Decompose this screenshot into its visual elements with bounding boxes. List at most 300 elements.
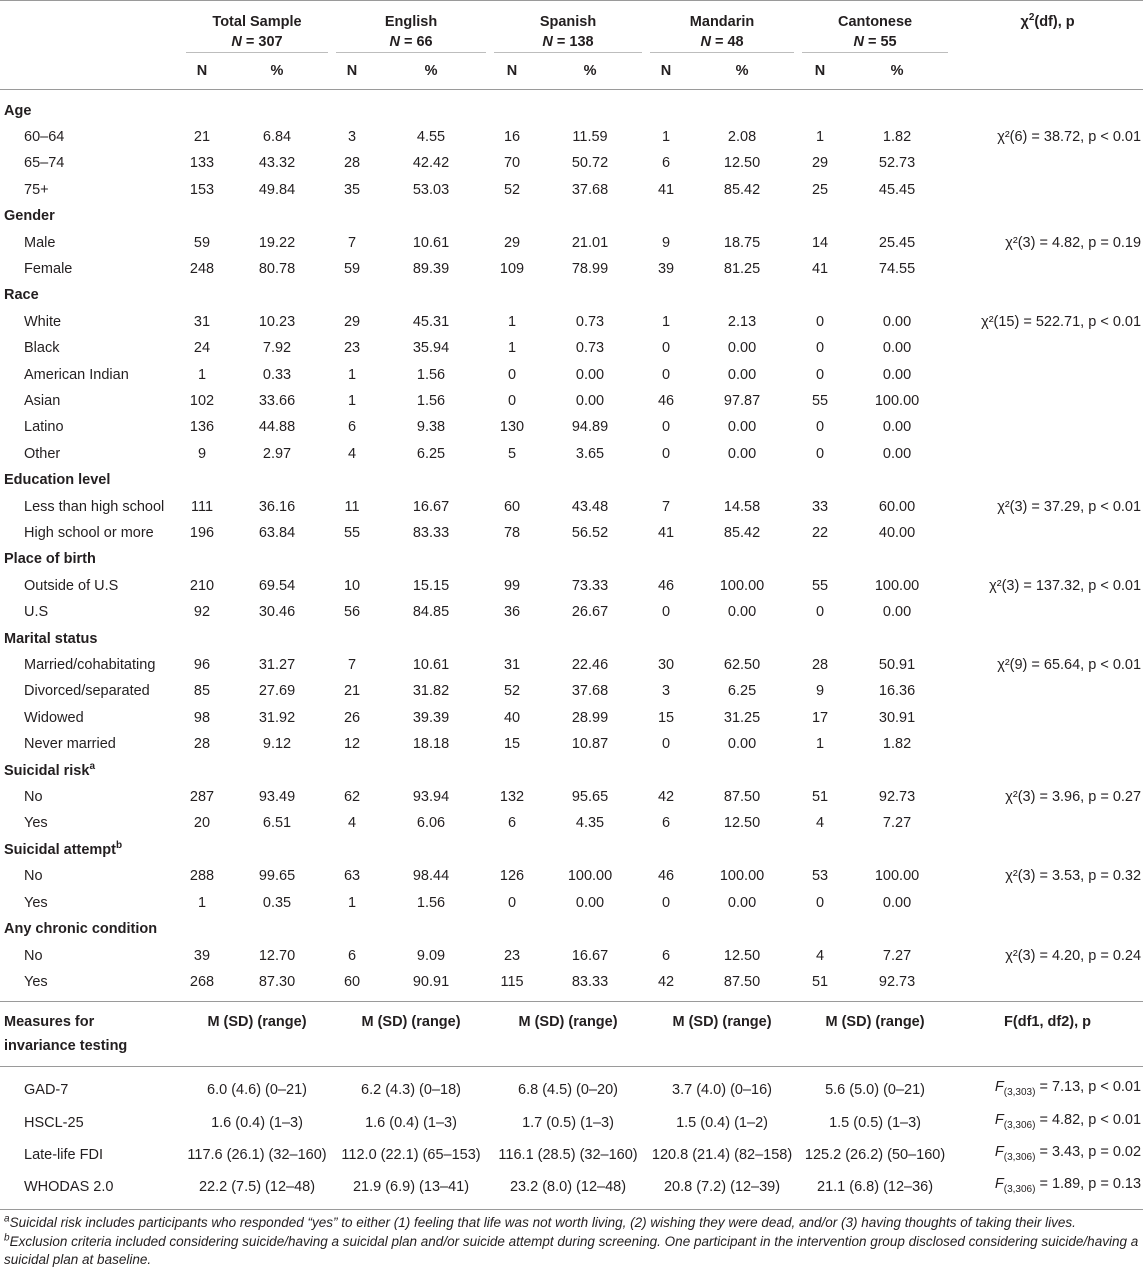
percent-cell: 100.00: [719, 577, 765, 594]
count-cell: 6: [661, 155, 671, 172]
percent-cell: 9.12: [262, 736, 292, 753]
stat-cell: χ²(3) = 4.82, p = 0.19: [1005, 234, 1142, 251]
category-label: Suicidal risk: [4, 762, 90, 779]
table-row: [0, 124, 1143, 150]
percent-cell: 93.49: [258, 789, 296, 806]
measure-value-cell: 23.2 (8.0) (12–48): [509, 1179, 627, 1196]
stat-cell: χ²(3) = 3.53, p = 0.32: [1005, 868, 1142, 885]
count-cell: 14: [811, 234, 829, 251]
percent-cell: 30.91: [878, 709, 916, 726]
percent-cell: 26.67: [571, 604, 609, 621]
percent-cell: 78.99: [571, 260, 609, 277]
percent-cell: 0.00: [882, 366, 912, 383]
count-cell: 31: [193, 313, 211, 330]
row-label: 65–74: [24, 155, 65, 172]
measure-value-cell: 6.8 (4.5) (0–20): [518, 1082, 618, 1099]
count-cell: 0: [661, 894, 671, 911]
f-stat-cell: $F_{(3,306)} = 3.43$, p = 0.02: [994, 1143, 1142, 1163]
count-cell: 0: [815, 313, 825, 330]
table-row: [0, 678, 1143, 704]
row-label: No: [24, 947, 43, 964]
measures-body: [0, 1074, 1143, 1203]
percent-cell: 0.00: [882, 419, 912, 436]
pct-column-header: %: [842, 53, 952, 90]
category-label: Any chronic condition: [4, 921, 158, 938]
percent-cell: 0.00: [727, 419, 757, 436]
stat-cell: χ²(9) = 65.64, p < 0.01: [997, 657, 1142, 674]
percent-cell: 49.84: [258, 181, 296, 198]
measure-value-cell: 21.1 (6.8) (12–36): [817, 1179, 934, 1196]
count-cell: 0: [815, 366, 825, 383]
count-cell: 0: [507, 392, 517, 409]
measure-value-cell: 117.6 (26.1) (32–160): [187, 1146, 327, 1163]
percent-cell: 10.23: [258, 313, 296, 330]
count-cell: 17: [811, 709, 829, 726]
measure-row: [0, 1107, 1143, 1139]
table-row: [0, 256, 1143, 282]
count-cell: 4: [815, 815, 825, 832]
percent-cell: 11.59: [572, 128, 608, 145]
percent-cell: 87.50: [723, 789, 761, 806]
count-cell: 0: [815, 445, 825, 462]
row-label: Divorced/separated: [24, 683, 150, 700]
count-cell: 115: [500, 973, 524, 990]
percent-cell: 83.33: [571, 973, 609, 990]
count-cell: 10: [343, 577, 361, 594]
percent-cell: 12.70: [258, 947, 296, 964]
count-cell: 23: [503, 947, 521, 964]
category-row: [0, 98, 1143, 124]
pct-column-header: %: [222, 53, 332, 90]
count-cell: 6: [507, 815, 517, 832]
measure-value-cell: 116.1 (28.5) (32–160): [498, 1146, 638, 1163]
row-label: Less than high school: [24, 498, 165, 515]
count-cell: 0: [507, 366, 517, 383]
percent-cell: 9.09: [416, 947, 446, 964]
count-cell: 196: [189, 525, 215, 541]
count-cell: 22: [811, 525, 829, 541]
row-label: White: [24, 313, 62, 330]
group-header-title: Total Sample: [212, 14, 302, 30]
percent-cell: 90.91: [412, 973, 450, 990]
count-cell: 55: [811, 392, 829, 409]
table-row: [0, 890, 1143, 916]
count-cell: 6: [661, 947, 671, 964]
group-header-title: Cantonese: [837, 14, 913, 30]
percent-cell: 18.18: [412, 736, 450, 753]
f-stat-cell: $F_{(3,306)} = 1.89$, p = 0.13: [994, 1176, 1142, 1196]
percent-cell: 33.66: [258, 392, 296, 409]
count-cell: 6: [347, 947, 357, 964]
count-cell: 4: [347, 445, 357, 462]
f-column-header: F(df1, df2), p: [1004, 1013, 1092, 1030]
count-cell: 41: [657, 181, 675, 198]
table-row: [0, 309, 1143, 335]
percent-cell: 10.87: [571, 736, 609, 753]
count-cell: 28: [343, 155, 361, 172]
percent-cell: 2.13: [727, 313, 757, 330]
row-label: No: [24, 868, 43, 885]
stat-cell: [952, 705, 1143, 731]
percent-cell: 2.08: [727, 128, 757, 145]
percent-cell: 1.56: [416, 392, 446, 409]
percent-cell: 42.42: [412, 155, 450, 172]
table-row: [0, 573, 1143, 599]
percent-cell: 53.03: [412, 181, 450, 198]
count-cell: 7: [661, 498, 671, 515]
count-cell: 5: [507, 445, 517, 462]
count-cell: 1: [815, 128, 825, 145]
percent-cell: 16.36: [878, 683, 916, 700]
percent-cell: 4.55: [416, 128, 446, 145]
pct-column-header: %: [372, 53, 490, 90]
percent-cell: 0.00: [575, 894, 605, 911]
count-cell: 126: [499, 868, 525, 885]
table-row: [0, 599, 1143, 625]
group-header-n: N = 55: [853, 34, 897, 50]
percent-cell: 45.45: [878, 181, 916, 198]
table-row: [0, 230, 1143, 256]
percent-cell: 7.27: [882, 815, 912, 832]
table-row: [0, 652, 1143, 678]
count-cell: 15: [503, 736, 521, 753]
count-cell: 0: [661, 366, 671, 383]
percent-cell: 37.68: [571, 683, 609, 700]
count-cell: 15: [657, 709, 675, 726]
count-cell: 52: [503, 683, 521, 700]
table-row: [0, 520, 1143, 546]
measure-row: [0, 1171, 1143, 1203]
footnotes: [0, 1214, 1143, 1270]
percent-cell: 19.22: [258, 234, 296, 251]
percent-cell: 0.00: [882, 445, 912, 462]
count-cell: 0: [815, 419, 825, 436]
category-row: [0, 837, 1143, 863]
row-label: Female: [24, 260, 73, 277]
row-label: Black: [24, 340, 60, 357]
count-cell: 59: [193, 234, 211, 251]
percent-cell: 99.65: [258, 868, 296, 885]
count-cell: 1: [347, 366, 357, 383]
measure-value-cell: 1.6 (0.4) (1–3): [211, 1114, 303, 1131]
percent-cell: 63.84: [258, 525, 296, 541]
count-cell: 0: [815, 604, 825, 621]
measure-value-cell: 112.0 (22.1) (65–153): [341, 1146, 481, 1163]
measure-label: GAD-7: [24, 1082, 69, 1099]
count-cell: 46: [657, 392, 675, 409]
category-row: [0, 282, 1143, 308]
percent-cell: 0.00: [727, 340, 757, 357]
percent-cell: 73.33: [571, 577, 609, 594]
footnote-marker: a: [89, 760, 95, 772]
count-cell: 3: [661, 683, 671, 700]
count-cell: 4: [347, 815, 357, 832]
group-header-n: N = 307: [231, 34, 283, 50]
percent-cell: 100.00: [874, 577, 920, 594]
count-cell: 287: [189, 789, 215, 806]
percent-cell: 93.94: [412, 789, 450, 806]
measure-value-cell: 3.7 (4.0) (0–16): [672, 1082, 772, 1099]
stat-cell: χ²(15) = 522.71, p < 0.01: [981, 313, 1142, 330]
count-cell: 42: [657, 789, 675, 806]
percent-cell: 28.99: [571, 709, 609, 726]
stat-cell: [952, 520, 1143, 546]
percent-cell: 45.31: [412, 313, 450, 330]
stat-column-header: $\chi^2(df)$, p: [1020, 12, 1075, 30]
percent-cell: 50.72: [571, 155, 609, 172]
count-cell: 29: [811, 155, 829, 172]
percent-cell: 60.00: [878, 498, 916, 515]
percent-cell: 85.42: [723, 525, 761, 541]
measure-value-cell: 5.6 (5.0) (0–21): [825, 1082, 926, 1099]
percent-cell: 100.00: [567, 868, 613, 885]
count-cell: 210: [189, 577, 215, 594]
percent-cell: 0.73: [575, 313, 605, 330]
table-row: [0, 388, 1143, 414]
row-label: Yes: [24, 894, 48, 911]
percent-cell: 31.25: [723, 709, 761, 726]
percent-cell: 39.39: [412, 709, 450, 726]
count-cell: 9: [661, 234, 671, 251]
table-row: [0, 150, 1143, 176]
percent-cell: 12.50: [723, 947, 761, 964]
percent-cell: 6.06: [416, 815, 446, 832]
table-row: [0, 441, 1143, 467]
measure-value-cell: 125.2 (26.2) (50–160): [804, 1146, 946, 1163]
count-cell: 46: [657, 868, 675, 885]
measure-row: [0, 1139, 1143, 1171]
percent-cell: 0.00: [575, 392, 605, 409]
category-row: [0, 546, 1143, 572]
count-cell: 31: [503, 657, 521, 674]
percent-cell: 30.46: [258, 604, 296, 621]
measure-column-header: M (SD) (range): [672, 1013, 772, 1030]
count-cell: 55: [811, 577, 829, 594]
count-cell: 6: [661, 815, 671, 832]
table-row: [0, 335, 1143, 361]
count-cell: 0: [815, 340, 825, 357]
n-column-header: N: [646, 53, 686, 90]
table-row: [0, 863, 1143, 889]
percent-cell: 10.61: [412, 234, 450, 251]
count-cell: 28: [193, 736, 211, 753]
table-top-rule: [0, 0, 1143, 1]
percent-cell: 0.00: [882, 894, 912, 911]
count-cell: 51: [811, 789, 829, 806]
percent-cell: 40.00: [878, 525, 916, 541]
n-column-header: N: [182, 53, 222, 90]
measure-column-header: M (SD) (range): [361, 1013, 461, 1030]
row-label: Latino: [24, 419, 64, 436]
percent-cell: 84.85: [412, 604, 450, 621]
percent-cell: 98.44: [412, 868, 450, 885]
table-row: [0, 810, 1143, 836]
category-label: Suicidal attempt: [4, 841, 116, 858]
percent-cell: 31.82: [412, 683, 450, 700]
percent-cell: 97.87: [723, 392, 761, 409]
count-cell: 39: [657, 260, 675, 277]
row-label: Yes: [24, 973, 48, 990]
count-cell: 0: [661, 340, 671, 357]
row-label: 75+: [24, 181, 49, 198]
count-cell: 40: [503, 709, 521, 726]
measure-value-cell: 120.8 (21.4) (82–158): [651, 1146, 793, 1163]
measure-label: Late-life FDI: [24, 1146, 103, 1163]
count-cell: 1: [507, 340, 517, 357]
count-cell: 20: [193, 815, 211, 832]
category-label: Education level: [4, 472, 111, 489]
stat-cell: [952, 678, 1143, 704]
count-cell: 55: [343, 525, 361, 541]
count-cell: 99: [503, 577, 521, 594]
table-row: [0, 177, 1143, 203]
category-row: [0, 916, 1143, 942]
stat-cell: [952, 414, 1143, 440]
f-stat-cell: $F_{(3,306)} = 4.82$, p < 0.01: [994, 1111, 1142, 1131]
percent-cell: 6.84: [262, 128, 292, 145]
row-label: Never married: [24, 736, 116, 753]
row-label: American Indian: [24, 366, 129, 383]
count-cell: 268: [189, 973, 215, 990]
percent-cell: 100.00: [719, 868, 765, 885]
count-cell: 92: [193, 604, 211, 621]
count-cell: 39: [193, 947, 211, 964]
count-cell: 21: [343, 683, 361, 700]
percent-cell: 92.73: [878, 973, 916, 990]
count-cell: 11: [344, 498, 360, 515]
group-header-n: N = 48: [700, 34, 744, 50]
count-cell: 25: [811, 181, 829, 198]
group-header-title: English: [384, 14, 438, 30]
percent-cell: 0.00: [727, 604, 757, 621]
percent-cell: 21.01: [571, 234, 609, 251]
percent-cell: 12.50: [723, 155, 761, 172]
group-header-title: Spanish: [539, 14, 597, 30]
stat-cell: [952, 388, 1143, 414]
count-cell: 1: [815, 736, 825, 753]
percent-cell: 3.65: [575, 445, 605, 462]
stat-cell: χ²(3) = 37.29, p < 0.01: [997, 498, 1142, 515]
percent-cell: 37.68: [571, 181, 609, 198]
stat-cell: χ²(6) = 38.72, p < 0.01: [997, 128, 1142, 145]
percent-cell: 16.67: [571, 947, 609, 964]
count-cell: 111: [190, 498, 214, 515]
count-cell: 1: [347, 392, 357, 409]
percent-cell: 0.00: [727, 445, 757, 462]
percent-cell: 0.00: [575, 366, 605, 383]
percent-cell: 4.35: [575, 815, 605, 832]
percent-cell: 0.33: [262, 366, 292, 383]
stat-cell: χ²(3) = 137.32, p < 0.01: [989, 577, 1142, 594]
percent-cell: 0.73: [575, 340, 605, 357]
stat-cell: [952, 177, 1143, 203]
percent-cell: 0.35: [262, 894, 292, 911]
percent-cell: 27.69: [258, 683, 296, 700]
measures-header-row: [0, 1001, 1143, 1066]
percent-cell: 10.61: [412, 657, 450, 674]
row-label: Other: [24, 445, 61, 462]
count-cell: 60: [343, 973, 361, 990]
count-cell: 52: [503, 181, 521, 198]
percent-cell: 15.15: [412, 577, 450, 594]
percent-cell: 25.45: [878, 234, 916, 251]
percent-cell: 80.78: [258, 260, 296, 277]
percent-cell: 62.50: [723, 657, 761, 674]
percent-cell: 22.46: [571, 657, 609, 674]
count-cell: 59: [343, 260, 361, 277]
count-cell: 41: [657, 525, 675, 541]
measure-value-cell: 20.8 (7.2) (12–39): [663, 1179, 781, 1196]
n-column-header: N: [798, 53, 842, 90]
category-row: [0, 758, 1143, 784]
measure-value-cell: 1.7 (0.5) (1–3): [522, 1114, 614, 1131]
f-stat-cell: $F_{(3,303)} = 7.13$, p < 0.01: [994, 1079, 1142, 1099]
category-label: Age: [4, 102, 32, 119]
group-header-n: N = 138: [542, 34, 594, 50]
percent-cell: 0.00: [882, 313, 912, 330]
count-cell: 78: [503, 525, 521, 541]
percent-cell: 6.25: [416, 445, 446, 462]
row-label: High school or more: [24, 525, 154, 541]
count-cell: 35: [343, 181, 361, 198]
count-cell: 36: [503, 604, 521, 621]
measure-column-header: M (SD) (range): [825, 1013, 925, 1030]
table-row: [0, 362, 1143, 388]
count-cell: 85: [193, 683, 211, 700]
percent-cell: 7.92: [262, 340, 292, 357]
group-header-row: [0, 0, 1143, 52]
count-cell: 12: [343, 736, 361, 753]
percent-cell: 1.82: [882, 128, 912, 145]
count-cell: 56: [343, 604, 361, 621]
table-row: [0, 494, 1143, 520]
count-cell: 23: [343, 340, 361, 357]
percent-cell: 95.65: [571, 789, 609, 806]
count-cell: 1: [197, 894, 207, 911]
percent-cell: 36.16: [258, 498, 296, 515]
count-cell: 29: [503, 234, 521, 251]
table-body: [0, 98, 1143, 996]
measures-title-line2: invariance testing: [4, 1037, 128, 1054]
count-cell: 7: [347, 657, 357, 674]
footnote-a: $^a$Suicidal risk includes participants who responded “yes” to either (1) feeling that life was not worth living, (2) wishing they were dead, and/or (3) having thoughts of taking their lives.: [4, 1213, 1076, 1230]
count-cell: 63: [343, 868, 361, 885]
percent-cell: 0.00: [727, 736, 757, 753]
row-label: Widowed: [24, 709, 84, 726]
count-cell: 1: [197, 366, 207, 383]
percent-cell: 74.55: [878, 260, 916, 277]
measure-value-cell: 6.0 (4.6) (0–21): [207, 1082, 307, 1099]
pct-column-header: %: [686, 53, 798, 90]
percent-cell: 14.58: [723, 498, 761, 515]
percent-cell: 92.73: [878, 789, 916, 806]
count-cell: 26: [343, 709, 361, 726]
measure-value-cell: 21.9 (6.9) (13–41): [352, 1179, 470, 1196]
count-cell: 9: [197, 445, 207, 462]
category-label: Marital status: [4, 630, 98, 647]
count-cell: 0: [507, 894, 517, 911]
stat-cell: [952, 969, 1143, 995]
count-cell: 133: [189, 155, 215, 172]
count-cell: 29: [343, 313, 361, 330]
percent-cell: 100.00: [874, 868, 920, 885]
count-cell: 1: [661, 313, 671, 330]
stat-cell: [952, 810, 1143, 836]
percent-cell: 100.00: [874, 392, 920, 409]
percent-cell: 0.00: [727, 366, 757, 383]
table-row: [0, 705, 1143, 731]
count-cell: 1: [507, 313, 517, 330]
